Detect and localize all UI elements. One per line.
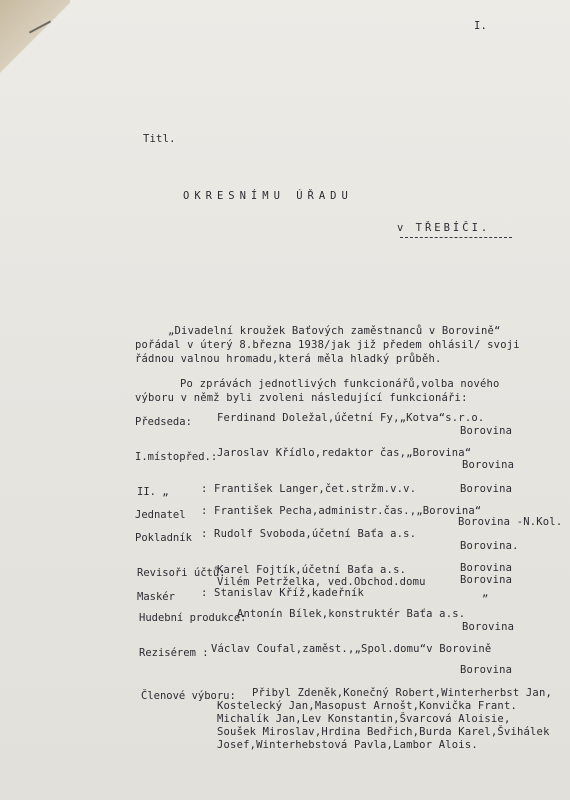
name-auditor-1: Karel Fojtík,účetní Baťa a.s. <box>217 564 407 576</box>
role-director: Rezisérem : <box>139 647 209 659</box>
intro-line-1: „Divadelní kroužek Baťových zaměstnanců v Borovině“ <box>168 325 501 337</box>
members-line-2: Kostelecký Jan,Masopust Arnošt,Konvička Frant. <box>217 700 517 712</box>
place-auditor-2: Borovina <box>460 574 513 586</box>
salutation: Titl. <box>143 133 176 145</box>
members-line-1: Přibyl Zdeněk,Konečný Robert,Winterherbst Jan, <box>252 687 552 699</box>
name-makeup: : Stanislav Kříž,kadeřník <box>201 587 365 599</box>
members-line-5: Josef,Winterhebstová Pavla,Lambor Alois. <box>217 739 478 751</box>
place-makeup: „ <box>482 587 489 599</box>
place-music: Borovina <box>462 621 515 633</box>
role-music: Hudební produkce: <box>139 612 247 624</box>
city-underline <box>400 237 512 238</box>
role-committee-members: Členové výboru: <box>141 690 236 702</box>
role-treasurer: Pokladník <box>135 532 192 544</box>
place-auditor-1: Borovina <box>460 562 513 574</box>
place-treasurer: Borovina. <box>460 540 519 552</box>
intro-line-3: řádnou valnou hromadu,která měla hladký průběh. <box>135 353 442 365</box>
role-makeup: Maskér <box>137 591 175 603</box>
role-secretary: Jednatel <box>135 509 186 521</box>
name-vice-chair-1: Jaroslav Křídlo,redaktor čas,„Borovina“ <box>217 447 472 459</box>
place-vice-chair-1: Borovina <box>462 459 515 471</box>
name-treasurer: : Rudolf Svoboda,účetní Baťa a.s. <box>201 528 417 540</box>
recipient-office: OKRESNÍMU ÚŘADU <box>183 190 353 202</box>
name-vice-chair-2: : František Langer,čet.stržm.v.v. <box>201 483 417 495</box>
recipient-city: v TŘEBÍČI. <box>397 222 491 234</box>
role-chair: Předseda: <box>135 416 192 428</box>
place-secretary: Borovina -N.Kol. <box>458 516 563 528</box>
para2-line-1: Po zprávách jednotlivých funkcionářů,volba nového <box>180 378 500 390</box>
name-music: Antonín Bílek,konstruktér Baťa a.s. <box>237 608 466 620</box>
place-vice-chair-2: Borovina <box>460 483 513 495</box>
role-vice-chair-2: II. „ <box>137 486 169 498</box>
name-director: Václav Coufal,zaměst.,„Spol.domu“v Borovině <box>211 643 492 655</box>
name-secretary: : František Pecha,administr.čas.,„Borovina“ <box>201 505 482 517</box>
members-line-4: Soušek Miroslav,Hrdina Bedřich,Burda Karel,Švihálek <box>217 726 550 738</box>
members-line-3: Michalík Jan,Lev Konstantin,Švarcová Aloisie, <box>217 713 511 725</box>
folded-corner <box>0 0 70 90</box>
role-auditors: Revisoři účtů: <box>137 567 226 579</box>
intro-line-2: pořádal v úterý 8.března 1938/jak již předem ohlásil/ svoji <box>135 339 520 351</box>
place-director: Borovina <box>460 664 513 676</box>
name-chair: Ferdinand Doležal,účetní Fy,„Kotva“s.r.o. <box>217 412 485 424</box>
name-auditor-2: Vilém Petrželka, ved.Obchod.domu <box>217 576 426 588</box>
role-vice-chair-1: I.místopřed.: <box>135 451 218 463</box>
page-number: I. <box>474 20 488 32</box>
place-chair: Borovina <box>460 425 513 437</box>
para2-line-2: výboru v němž byli zvoleni následující funkcionáři: <box>135 392 468 404</box>
